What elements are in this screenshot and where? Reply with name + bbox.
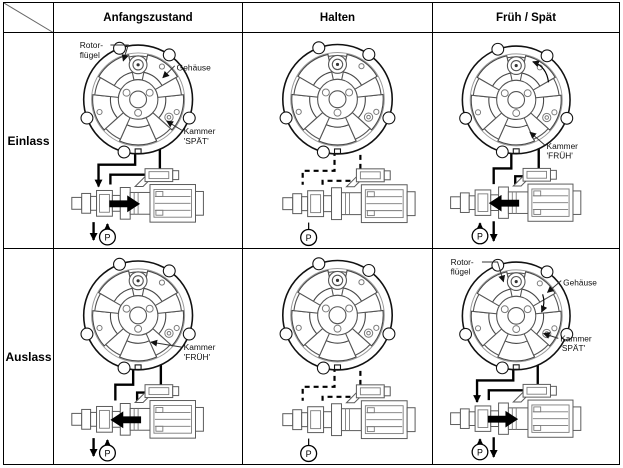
cell-auslass-frueh-spaet [433, 249, 619, 464]
svg-text:flügel: flügel [450, 266, 471, 277]
cam-phaser-rotor [81, 258, 195, 374]
pump-port [472, 228, 488, 244]
cell-einlass-halten [243, 33, 433, 249]
pump-port [301, 446, 317, 462]
svg-text:Kammer: Kammer [183, 126, 216, 137]
oil-control-valve [451, 384, 581, 437]
col-header-anfangszustand [54, 3, 243, 33]
pump-port-label: P [477, 447, 483, 458]
cam-phaser-rotor [280, 42, 395, 158]
svg-text:Kammer: Kammer [183, 342, 216, 353]
cell-auslass-anfangszustand [54, 249, 243, 464]
row-header-label: Einlass [7, 133, 50, 148]
svg-text:'SPÄT': 'SPÄT' [183, 135, 209, 146]
pump-port [472, 444, 488, 460]
row-header-einlass [4, 33, 54, 249]
col-header-halten [243, 3, 433, 33]
svg-text:Kammer: Kammer [560, 333, 592, 344]
col-header-frueh-spaet [433, 3, 619, 33]
row-header-auslass [4, 249, 54, 464]
cell-auslass-halten [243, 249, 433, 464]
cam-phaser-rotor [460, 259, 573, 373]
row-header-label: Auslass [5, 349, 52, 364]
svg-text:Gehäuse: Gehäuse [563, 277, 597, 288]
svg-text:'FRÜH': 'FRÜH' [183, 351, 211, 362]
pump-port-label: P [104, 232, 111, 243]
cam-phaser-rotor [280, 258, 395, 374]
col-header-label: Früh / Spät [495, 11, 557, 24]
svg-text:Rotor-: Rotor- [450, 256, 474, 267]
svg-text:Gehäuse: Gehäuse [176, 62, 211, 73]
auslass-frueh-spaet-diagram [433, 249, 619, 464]
pump-port-label: P [305, 448, 312, 459]
pump-port-label: P [104, 448, 111, 459]
col-header-label: Halten [319, 11, 356, 24]
vvt-operation-table [3, 2, 620, 465]
pump-port [100, 229, 116, 245]
oil-line-dashed [303, 367, 361, 401]
oil-control-valve [72, 169, 204, 222]
col-header-label: Anfangszustand [103, 11, 193, 24]
auslass-halten-diagram [243, 249, 432, 464]
svg-text:Kammer: Kammer [546, 140, 578, 151]
pump-port-label: P [477, 231, 483, 242]
corner-cell [4, 3, 54, 33]
auslass-anfangszustand-diagram [54, 249, 242, 464]
cell-einlass-anfangszustand [54, 33, 243, 249]
svg-text:'SPÄT': 'SPÄT' [560, 343, 586, 354]
einlass-frueh-spaet-diagram [433, 33, 619, 249]
cell-einlass-frueh-spaet [433, 33, 619, 249]
svg-text:Rotor-: Rotor- [79, 39, 104, 50]
pump-port [301, 230, 317, 246]
corner-diagonal-line [4, 3, 54, 33]
pump-port [100, 445, 116, 461]
einlass-anfangszustand-diagram [54, 33, 242, 249]
einlass-halten-diagram [243, 33, 432, 249]
pump-port-label: P [305, 232, 312, 243]
svg-text:flügel: flügel [79, 49, 100, 60]
oil-line-dashed [303, 151, 361, 185]
svg-text:'FRÜH': 'FRÜH' [546, 150, 573, 161]
